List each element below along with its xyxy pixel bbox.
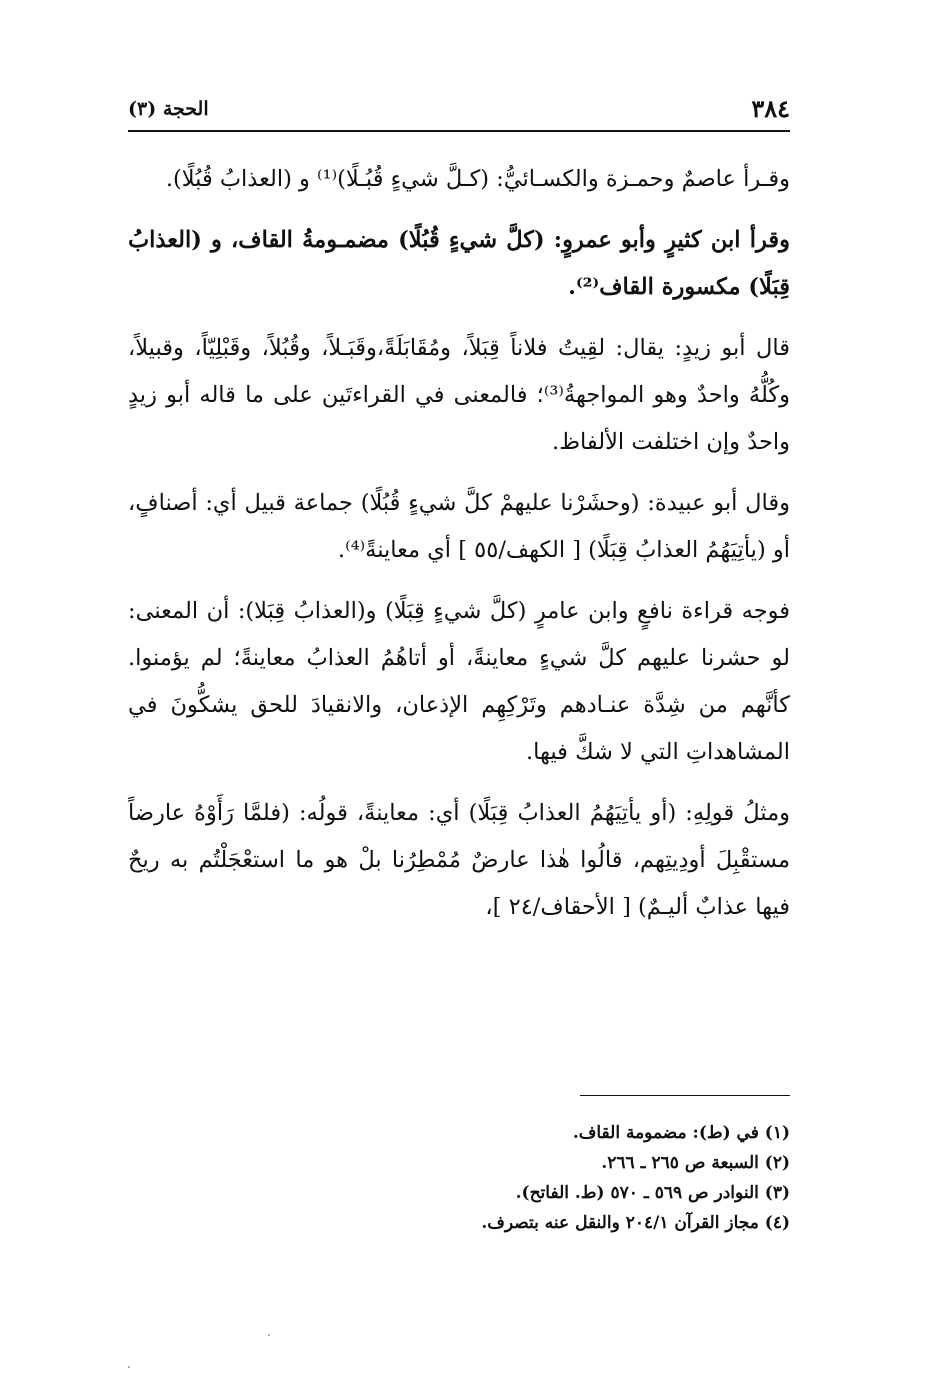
paragraph-1: وقـرأ عاصمٌ وحمـزة والكسـائيُّ: (كـلَّ شيءٍ قُبُـلًا)⁽¹⁾ و (العذابُ قُبُلًا). xyxy=(165,166,790,192)
paragraph-6: ومثلُ قولِهِ: (أو يأتِيَهُمُ العذابُ قِبَلًا) أي: معاينةً، قولُه: (فلمَّا رَأَوْهُ عارضاً مستقْبِلَ أودِيتِهم، قالُوا هٰذا عارضٌ مُمْطِرُنا بلْ هو ما استعْجَلْتُم به ريحٌ فيها عذابٌ أليـمٌ) [ الأحقاف/٢٤ ]، xyxy=(128,800,790,920)
scan-speck xyxy=(128,1366,130,1368)
footnote-1: (١) في (ط): مضمومة القاف. xyxy=(572,1123,790,1143)
page-header xyxy=(128,92,790,132)
paragraph-4: وقال أبو عبيدة: (وحشَرْنا عليهمْ كلَّ شيءٍ قُبُلًا) جماعة قبيل أي: أصنافٍ، أو (يأتِيَهُمُ العذابُ قِبَلًا) [ الكهف/٥٥ ] أي معاينةً⁽⁴⁾. xyxy=(128,490,790,563)
scan-speck xyxy=(268,1334,270,1336)
running-title: الحجة (٣) xyxy=(128,98,209,120)
footnote-divider xyxy=(580,1095,790,1096)
paragraph-2: وقرأ ابن كثيرٍ وأبو عمروٍ: (كلَّ شيءٍ قُبُلًا) مضمـومةُ القاف، و (العذابُ قِبَلًا) مكسورة القاف⁽²⁾. xyxy=(128,227,790,300)
header-divider xyxy=(128,130,790,132)
footnote-3: (٣) النوادر ص ٥٦٩ ـ ٥٧٠ (ط. الفاتح). xyxy=(515,1183,790,1203)
footnote-4: (٤) مجاز القرآن ٢٠٤/١ والنقل عنه بتصرف. xyxy=(481,1213,790,1233)
main-text xyxy=(128,156,790,945)
footnotes xyxy=(128,1118,790,1238)
page-number: ٣٨٤ xyxy=(751,94,790,123)
footnote-2: (٢) السبعة ص ٢٦٥ ـ ٢٦٦. xyxy=(601,1153,790,1173)
paragraph-5: فوجه قراءة نافعٍ وابن عامرٍ (كلَّ شيءٍ قِبَلًا) و(العذابُ قِبَلا): أن المعنى: لو حشرنا عليهم كلَّ شيءٍ معاينةً، أو أتاهُمُ العذابُ معاينةً؛ لم يؤمنوا. كأنَّهم من شِدَّة عنـادهم وتَرْكِهِم الإذعان، والانقيادَ للحق يشكُّونَ في المشاهداتِ التي لا شكَّ فيها. xyxy=(128,598,790,765)
paragraph-3: قال أبو زيدٍ: يقال: لقِيتُ فلاناً قِبَلاً، ومُقَابَلَةً،وقَبَـلاً، وقُبُلاً، وقَبْلِيّاً، وقبيلاً، وكُلُّهُ واحدٌ وهو المواجهةُ⁽³⁾؛ فالمعنى في القراءتَين على ما قاله أبو زيدٍ واحدٌ وإن اختلفت الألفاظ. xyxy=(128,335,790,455)
